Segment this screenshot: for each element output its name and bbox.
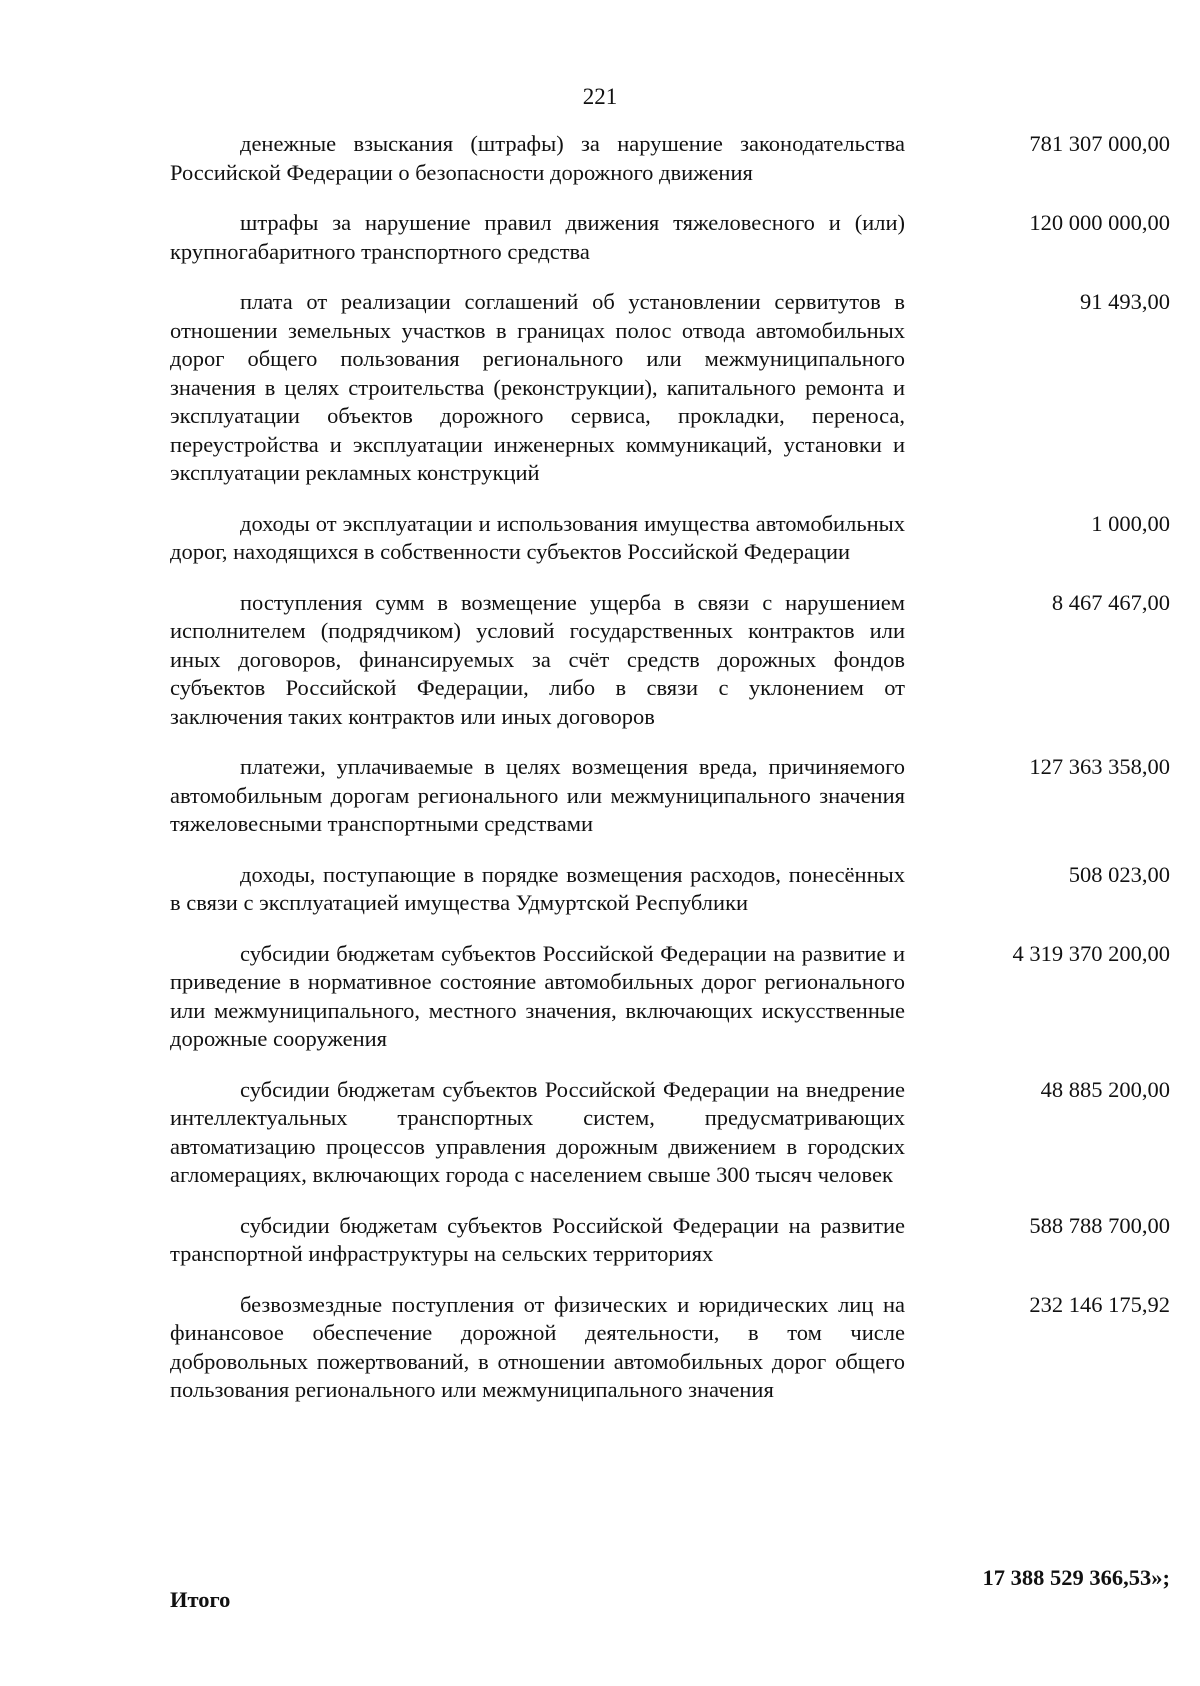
revenue-description: штрафы за нарушение правил движения тяжеловесного и (или) крупногабаритного транспортного средства: [170, 210, 905, 264]
revenue-description: безвозмездные поступления от физических и юридических лиц на финансовое обеспечение дорожной деятельности, в том числе добровольных пожертвований, в отношении автомобильных дорог общего пользования регионального или межмуниципального значения: [170, 1291, 905, 1402]
revenue-description: субсидии бюджетам субъектов Российской Федерации на развитие и приведение в нормативное состояние автомобильных дорог регионального или межмуниципального, местного значения, включающих искусственные дорожные сооружения: [170, 940, 905, 1051]
revenue-row: [170, 753, 1170, 839]
revenue-amount: 4 319 370 200,00: [1012, 940, 1170, 966]
revenue-row: [170, 1212, 1170, 1269]
revenue-description: доходы, поступающие в порядке возмещения расходов, понесённых в связи с эксплуатацией имущества Удмуртской Республики: [170, 861, 905, 915]
revenue-description: платежи, уплачиваемые в целях возмещения вреда, причиняемого автомобильным дорогам регионального или межмуниципального значения тяжеловесными транспортными средствами: [170, 754, 905, 836]
revenue-amount: 127 363 358,00: [1029, 754, 1170, 779]
total-label: Итого: [170, 1587, 231, 1612]
revenue-description: субсидии бюджетам субъектов Российской Федерации на внедрение интеллектуальных транспортных систем, предусматривающих автоматизацию процессов управления дорожным движением в городских агломерациях, включающих города с населением свыше 300 тысяч человек: [170, 1076, 905, 1187]
revenue-amount: 781 307 000,00: [1029, 131, 1170, 156]
revenue-amount: 508 023,00: [1068, 861, 1170, 887]
revenue-row: [170, 861, 1170, 918]
total-row: [170, 1565, 1170, 1613]
revenue-row: [170, 209, 1170, 266]
revenue-description: плата от реализации соглашений об установлении сервитутов в отношении земельных участков в границах полос отвода автомобильных дорог общего пользования регионального или межмуниципального значения в целях строительства (реконструкции), капитального ремонта и эксплуатации объектов дорожного сервиса, прокладки, переноса, переустройства и эксплуатации инженерных коммуникаций, установки и эксплуатации рекламных конструкций: [170, 289, 905, 485]
revenue-amount: 232 146 175,92: [1029, 1291, 1170, 1317]
total-value: 17 388 529 366,53»;: [982, 1565, 1170, 1590]
revenue-row: [170, 589, 1170, 732]
revenue-amount: 8 467 467,00: [1051, 589, 1170, 615]
revenue-amount: 1 000,00: [1091, 510, 1170, 536]
revenue-row: [170, 940, 1170, 1054]
revenue-description: денежные взыскания (штрафы) за нарушение законодательства Российской Федерации о безопасности дорожного движения: [170, 131, 905, 185]
revenue-amount: 120 000 000,00: [1029, 210, 1170, 235]
revenue-amount: 48 885 200,00: [1040, 1076, 1170, 1102]
revenue-amount: 91 493,00: [1080, 289, 1170, 314]
revenue-row: [170, 1076, 1170, 1190]
revenue-row: [170, 130, 1170, 187]
revenue-table: [170, 130, 1170, 1405]
revenue-row: [170, 1291, 1170, 1405]
revenue-description: субсидии бюджетам субъектов Российской Федерации на развитие транспортной инфраструктуры на сельских территориях: [170, 1212, 905, 1266]
revenue-description: доходы от эксплуатации и использования имущества автомобильных дорог, находящихся в собственности субъектов Российской Федерации: [170, 510, 905, 564]
revenue-description: поступления сумм в возмещение ущерба в связи с нарушением исполнителем (подрядчиком) условий государственных контрактов или иных договоров, финансируемых за счёт средств дорожных фондов субъектов Российской Федерации, либо в связи с уклонением от заключения таких контрактов или иных договоров: [170, 589, 905, 729]
page-number: 221: [582, 84, 618, 109]
revenue-row: [170, 510, 1170, 567]
revenue-amount: 588 788 700,00: [1029, 1212, 1170, 1238]
revenue-row: [170, 288, 1170, 488]
